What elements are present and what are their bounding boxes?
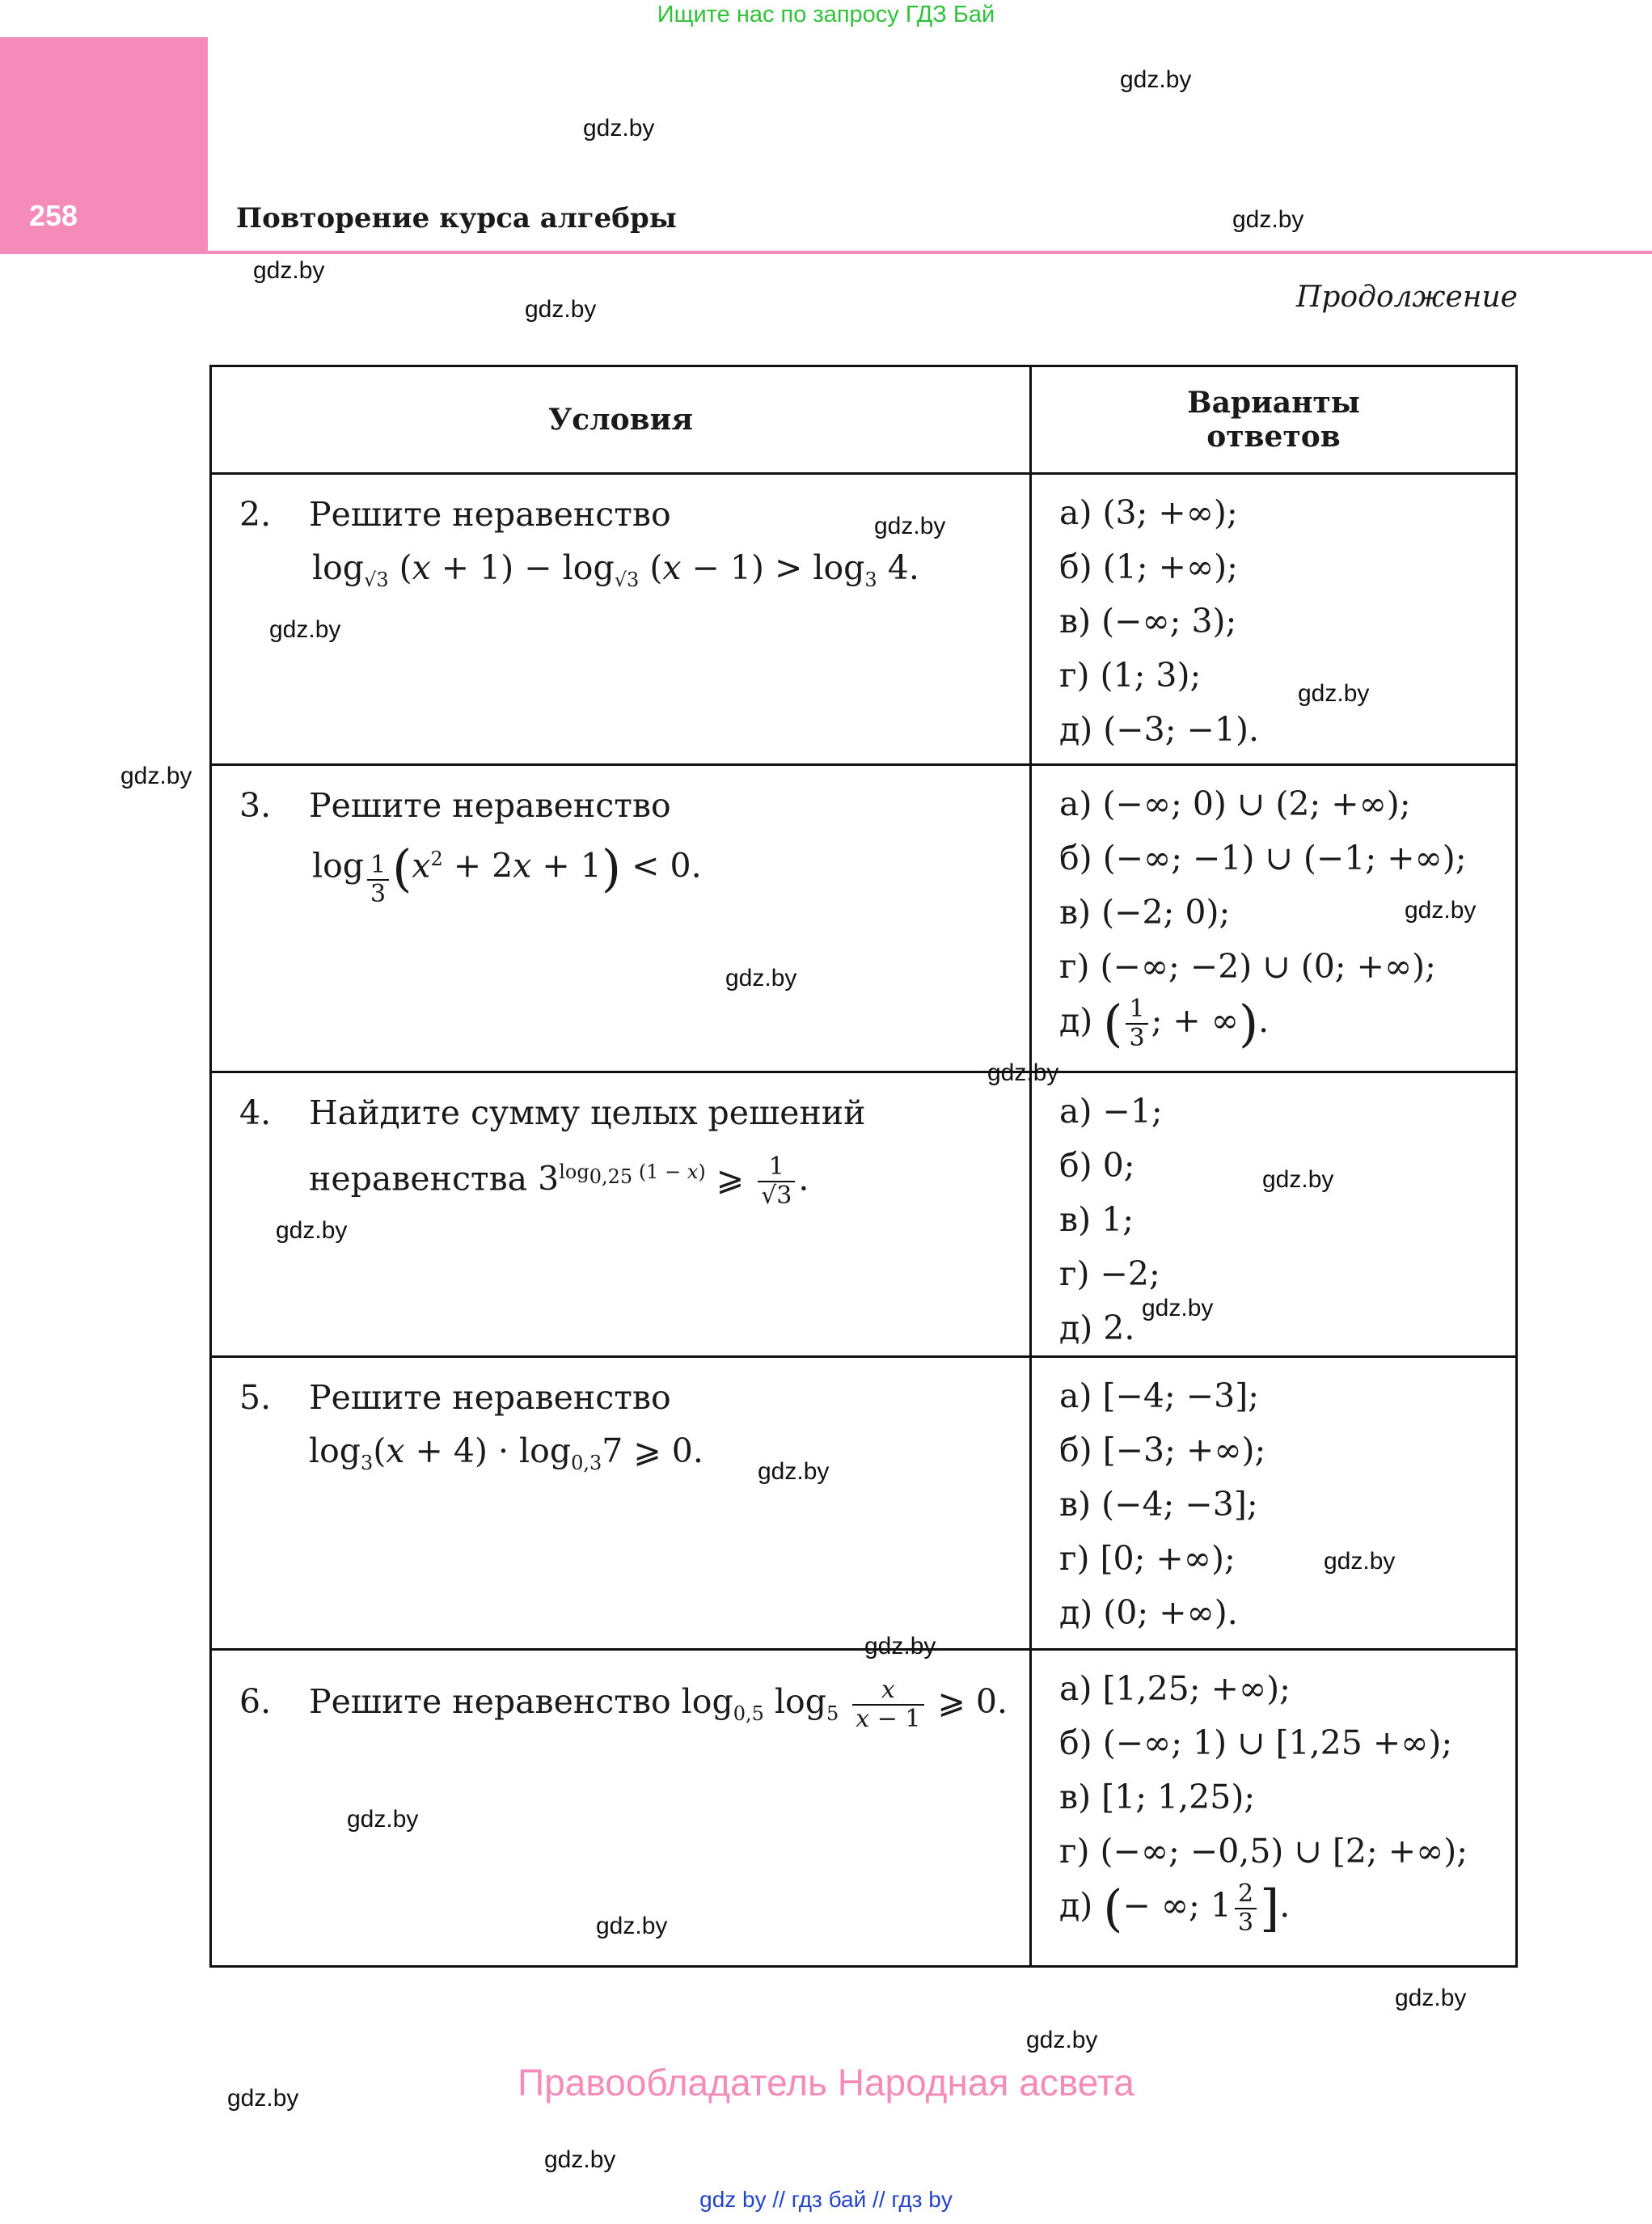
task-text: Решите неравенство <box>309 495 671 534</box>
task-text: Решите неравенство <box>309 1378 671 1417</box>
answer-option: д) (0; +∞). <box>1059 1593 1238 1632</box>
answers-cell <box>1031 1072 1517 1357</box>
watermark: gdz.by <box>1324 1548 1396 1575</box>
answer-option: д) ( $\frac{1}{3}$ ; + ∞). <box>1059 994 1270 1053</box>
task-number: 4. <box>239 1093 272 1132</box>
watermark: gdz.by <box>1405 897 1477 924</box>
answer-option: в) (−4; −3]; <box>1059 1485 1258 1524</box>
watermark: gdz.by <box>1298 680 1370 707</box>
task-number: 5. <box>239 1378 272 1417</box>
task-number: 2. <box>239 495 272 534</box>
table-header-row <box>211 366 1517 474</box>
answer-option: д) (− ∞; 1 $\frac{2}{3}$ ]. <box>1059 1879 1291 1938</box>
header-answers-line1: Варианты <box>1187 386 1360 420</box>
answer-option: в) (−2; 0); <box>1059 893 1231 932</box>
answer-option: в) [1; 1,25); <box>1059 1778 1256 1816</box>
running-title: Повторение курса алгебры <box>236 202 677 235</box>
header-answers-line2: ответов <box>1206 420 1341 454</box>
answer-option: а) (−∞; 0) ∪ (2; +∞); <box>1059 784 1411 823</box>
watermark: gdz.by <box>583 115 655 142</box>
answers-cell <box>1031 1357 1517 1650</box>
watermark: gdz.by <box>1232 206 1304 233</box>
answers-cell <box>1031 474 1517 765</box>
header-rule <box>208 251 1652 254</box>
header-answers <box>1031 366 1517 474</box>
answer-option: б) [−3; +∞); <box>1059 1431 1266 1469</box>
answers-cell <box>1031 1650 1517 1967</box>
watermark: gdz.by <box>596 1913 668 1939</box>
watermark: gdz.by <box>1120 66 1192 93</box>
watermark: gdz.by <box>253 257 325 284</box>
watermark: gdz.by <box>1142 1295 1214 1321</box>
answer-option: б) 0; <box>1059 1146 1135 1185</box>
answer-option: д) 2. <box>1059 1309 1135 1347</box>
task-text: Найдите сумму целых решений <box>309 1093 866 1132</box>
footer-links[interactable]: gdz by // гдз бай // гдз by <box>699 2187 953 2212</box>
table-row <box>211 474 1517 765</box>
condition-cell <box>211 765 1031 1072</box>
watermark: gdz.by <box>1395 1985 1467 2011</box>
condition-cell <box>211 1072 1031 1357</box>
watermark: gdz.by <box>276 1217 348 1244</box>
task-number: 3. <box>239 786 272 825</box>
watermark: gdz.by <box>269 616 341 643</box>
answer-option: г) −2; <box>1059 1254 1160 1293</box>
copyright-holder: Правообладатель Народная асвета <box>518 2061 1134 2103</box>
answer-option: а) [−4; −3]; <box>1059 1376 1260 1415</box>
task-formula: log $\frac{1}{3}$ $(x^2 + 2x + 1) < 0$. <box>312 839 702 908</box>
task-formula: неравенства $3^{log_{0,25} (1 - x)}$ ⩾ $\frac{1}{√3}$ . <box>309 1152 809 1211</box>
top-search-banner[interactable]: Ищите нас по запросу ГДЗ Бай <box>657 2 995 27</box>
answer-option: г) (1; 3); <box>1059 656 1202 695</box>
table-row <box>211 765 1517 1072</box>
task-number: 6. <box>239 1682 272 1721</box>
task-formula: $\log_{√3} (x + 1) - \log_{√3} (x - 1) > \log_3 4$. <box>312 548 919 592</box>
watermark: gdz.by <box>864 1633 936 1660</box>
watermark: gdz.by <box>1262 1166 1334 1193</box>
answer-option: б) (−∞; 1) ∪ [1,25 +∞); <box>1059 1723 1453 1762</box>
answer-option: в) 1; <box>1059 1200 1134 1239</box>
answer-option: г) (−∞; −0,5) ∪ [2; +∞); <box>1059 1832 1468 1871</box>
task-text: Решите неравенство <box>309 786 671 825</box>
condition-cell <box>211 1357 1031 1650</box>
task-text-2: неравенства <box>309 1159 528 1199</box>
page-number: 258 <box>29 199 78 232</box>
watermark: gdz.by <box>874 513 946 539</box>
answer-option: д) (−3; −1). <box>1059 710 1260 749</box>
watermark: gdz.by <box>347 1806 419 1833</box>
watermark: gdz.by <box>544 2146 616 2173</box>
watermark: gdz.by <box>758 1458 830 1485</box>
task-formula: $\log_3(x + 4) \cdot \log_{0,3}7$ ⩾ 0. <box>309 1431 703 1475</box>
table-row <box>211 1357 1517 1650</box>
answer-option: в) (−∞; 3); <box>1059 602 1237 641</box>
answer-option: а) [1,25; +∞); <box>1059 1669 1291 1708</box>
task-text: Решите неравенство <box>309 1682 671 1721</box>
continued-label: Продолжение <box>1296 281 1518 314</box>
watermark: gdz.by <box>725 965 797 991</box>
answer-option: а) −1; <box>1059 1092 1163 1131</box>
watermark: gdz.by <box>987 1059 1059 1086</box>
watermark: gdz.by <box>227 2085 299 2112</box>
watermark: gdz.by <box>1026 2027 1098 2053</box>
watermark: gdz.by <box>525 296 597 323</box>
task-formula: 6. Решите неравенство $\log_{0,5} \log_5$ $\frac{x}{x - 1}$ ⩾ 0. <box>239 1675 1008 1733</box>
answer-option: б) (−∞; −1) ∪ (−1; +∞); <box>1059 839 1467 877</box>
table-row <box>211 1072 1517 1357</box>
header-conditions: Условия <box>211 366 1031 474</box>
answer-option: г) (−∞; −2) ∪ (0; +∞); <box>1059 947 1436 986</box>
answer-option: б) (1; +∞); <box>1059 548 1238 586</box>
answer-option: г) [0; +∞); <box>1059 1539 1236 1578</box>
answer-option: а) (3; +∞); <box>1059 493 1238 532</box>
watermark: gdz.by <box>120 763 192 789</box>
